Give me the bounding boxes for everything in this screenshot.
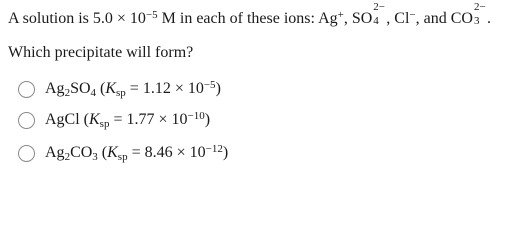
radio-ag2so4[interactable] (18, 81, 35, 98)
choice-agcl[interactable] (18, 110, 210, 130)
choice-label-ag2so4[interactable]: $Ag_2SO_4$ $(K_{sp} = 1.12 \times 10^{-5})$ (45, 78, 221, 100)
prompt-text: Which precipitate will form? (8, 44, 194, 61)
radio-ag2co3[interactable] (18, 145, 35, 162)
question-text: A solution is $5.0 \times 10^{-5}$ M in each of these ions: Ag+, SO 2− 4 , Cl−, and CO 2− 3 . (8, 1, 491, 27)
choice-ag2co3[interactable] (18, 143, 228, 163)
radio-agcl[interactable] (18, 112, 35, 129)
choice-ag2so4[interactable] (18, 79, 221, 99)
choice-label-agcl[interactable]: AgCl $(K_{sp} = 1.77 \times 10^{-10})$ (45, 109, 211, 131)
choice-label-ag2co3[interactable]: $Ag_2CO_3$ $(K_{sp} = 8.46 \times 10^{-12})$ (45, 142, 229, 164)
